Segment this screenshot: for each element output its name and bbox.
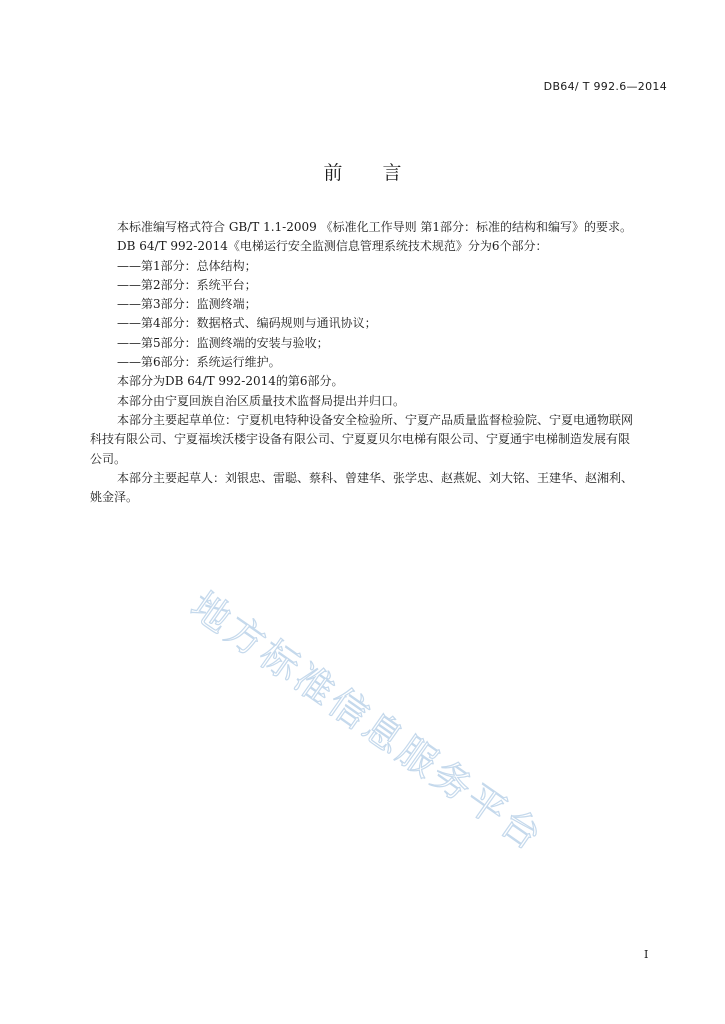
watermark-text: 地方标准信息服务平台 [182, 583, 553, 861]
paragraph-format-compliance: 本标准编写格式符合 GB/T 1.1-2009 《标准化工作导则 第1部分：标准的结构和编写》的要求。 [117, 220, 633, 234]
paragraph-drafters-line2: 姚金泽。 [90, 490, 139, 505]
paragraph-drafting-units-line3: 公司。 [90, 451, 127, 466]
list-item: ——第6部分：系统运行维护。 [117, 355, 281, 370]
paragraph-proposer: 本部分由宁夏回族自治区质量技术监督局提出并归口。 [117, 393, 406, 408]
list-item: ——第2部分：系统平台； [117, 277, 257, 292]
title-char-1: 前 [323, 162, 343, 184]
foreword-body [90, 218, 670, 507]
list-item: ——第3部分：监测终端； [117, 297, 257, 312]
paragraph-parts-intro: DB 64/T 992-2014《电梯运行安全监测信息管理系统技术规范》分为6个部分： [117, 239, 548, 254]
page-title [0, 158, 725, 185]
title-char-2: 言 [382, 162, 402, 184]
list-item: ——第4部分：数据格式、编码规则与通讯协议； [117, 316, 377, 331]
paragraph-part-number: 本部分为DB 64/T 992-2014的第6部分。 [117, 374, 344, 389]
document-code: DB64/ T 992.6—2014 [543, 80, 667, 93]
paragraph-drafters-line1: 本部分主要起草人：刘银忠、雷聪、蔡科、曾建华、张学忠、赵燕妮、刘大铭、王建华、赵湘利、 [117, 470, 634, 485]
page-number: I [644, 948, 649, 961]
paragraph-drafting-units-line2: 科技有限公司、宁夏福埃沃楼宇设备有限公司、宁夏夏贝尔电梯有限公司、宁夏通宇电梯制造发展有限 [90, 432, 631, 447]
paragraph-drafting-units-line1: 本部分主要起草单位：宁夏机电特种设备安全检验所、宁夏产品质量监督检验院、宁夏电通物联网 [117, 412, 634, 427]
parts-list [90, 257, 670, 373]
list-item: ——第5部分：监测终端的安装与验收； [117, 335, 329, 350]
list-item: ——第1部分：总体结构； [117, 258, 257, 273]
